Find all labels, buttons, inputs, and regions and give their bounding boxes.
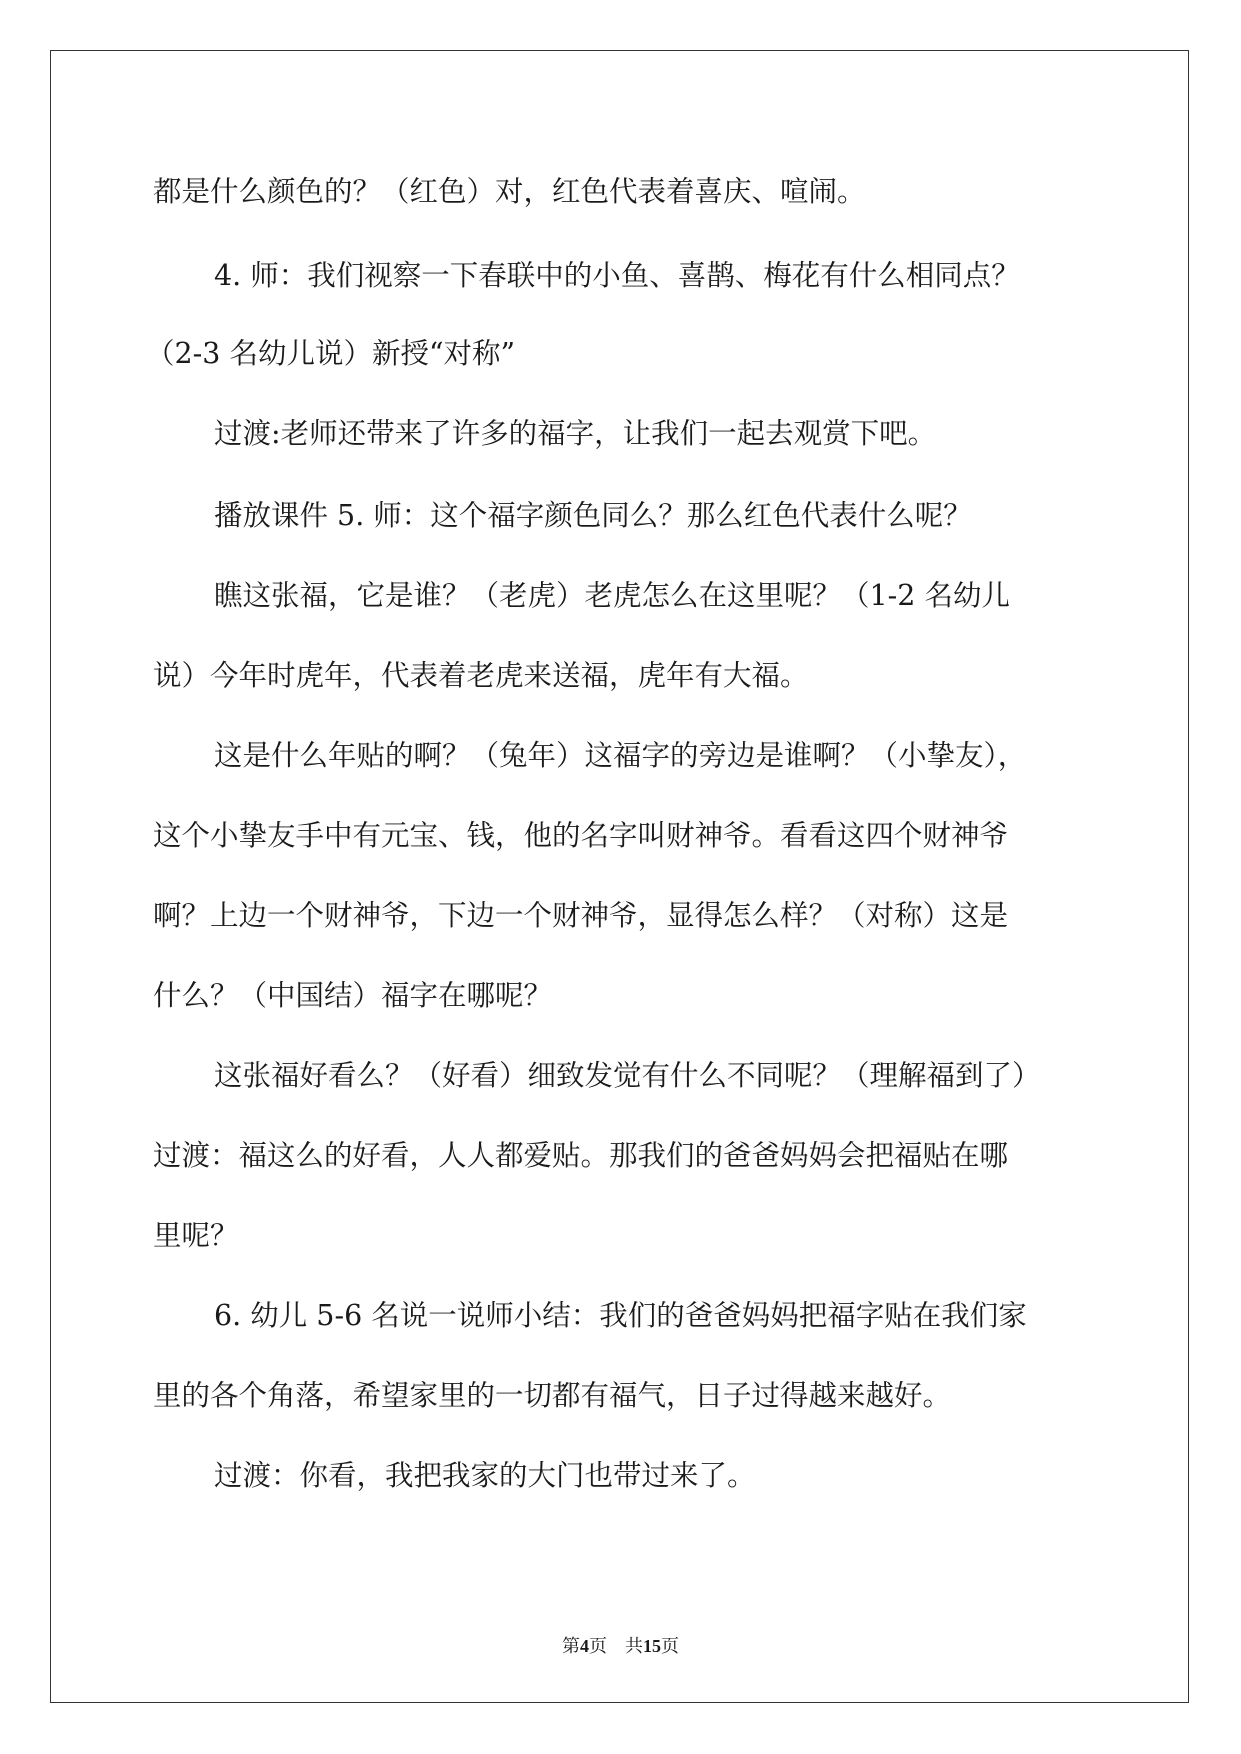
footer-suffix: 页 — [661, 1636, 679, 1657]
text-line: 说）今年时虎年，代表着老虎来送福，虎年有大福。 — [153, 659, 809, 692]
text-line: 这是什么年贴的啊？（兔年）这福字的旁边是谁啊？（小挚友）， — [214, 739, 1027, 772]
text-line: 过渡：福这么的好看，人人都爱贴。那我们的爸爸妈妈会把福贴在哪 — [153, 1139, 1009, 1172]
text-line: 过渡：你看，我把我家的大门也带过来了。 — [214, 1459, 756, 1492]
text-line: 这张福好看么？（好看）细致发觉有什么不同呢？（理解福到了） — [214, 1059, 1041, 1092]
page-border — [50, 50, 1189, 1703]
footer-mid: 页 共 — [589, 1636, 643, 1657]
text-line: 都是什么颜色的？（红色）对，红色代表着喜庆、喧闹。 — [153, 175, 866, 208]
text-line: 瞧这张福，它是谁？（老虎）老虎怎么在这里呢？（1-2 名幼儿 — [214, 579, 1010, 612]
text-line: 这个小挚友手中有元宝、钱，他的名字叫财神爷。看看这四个财神爷 — [153, 819, 1009, 852]
total-pages-number: 15 — [643, 1636, 661, 1656]
text-line: 啊？上边一个财神爷，下边一个财神爷，显得怎么样？（对称）这是 — [153, 899, 1009, 932]
text-line: 里呢？ — [153, 1219, 239, 1252]
text-line: （2-3 名幼儿说）新授“对称” — [146, 337, 516, 370]
text-line: 里的各个角落，希望家里的一切都有福气，日子过得越来越好。 — [153, 1379, 952, 1412]
page-footer — [0, 1632, 1241, 1658]
footer-prefix: 第 — [562, 1636, 580, 1657]
text-line: 4. 师：我们视察一下春联中的小鱼、喜鹊、梅花有什么相同点？ — [214, 259, 1020, 292]
text-line: 过渡:老师还带来了许多的福字，让我们一起去观赏下吧。 — [214, 417, 937, 450]
text-line: 播放课件 5. 师：这个福字颜色同么？那么红色代表什么呢？ — [214, 499, 972, 532]
text-line: 6. 幼儿 5-6 名说一说师小结：我们的爸爸妈妈把福字贴在我们家 — [214, 1299, 1027, 1332]
current-page-number: 4 — [580, 1636, 589, 1656]
text-line: 什么？（中国结）福字在哪呢？ — [153, 979, 553, 1012]
